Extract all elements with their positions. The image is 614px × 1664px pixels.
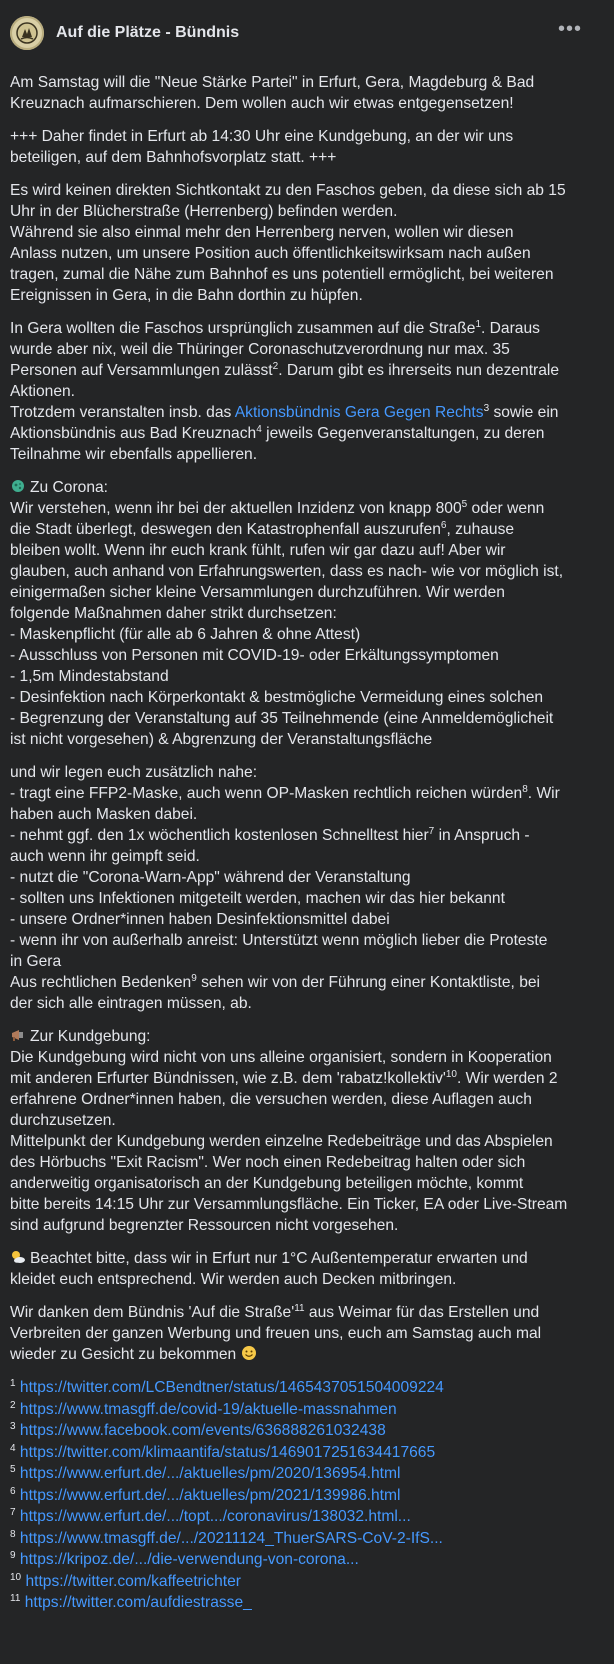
text-line: einigermaßen sicher kleine Versammlungen durchzuführen. Wir werden: [10, 584, 505, 601]
footnote-link[interactable]: https://twitter.com/kaffeetrichter: [25, 1572, 241, 1590]
megaphone-icon: [10, 1027, 26, 1043]
more-options-icon[interactable]: •••: [557, 18, 582, 40]
footnote-link[interactable]: https://www.erfurt.de/.../topt.../coronavirus/138032.html...: [19, 1508, 411, 1525]
list-item: $^3$ https://www.facebook.com/events/636888261032438: [10, 1420, 386, 1439]
footnote-marker: 4: [256, 423, 262, 435]
list-item: $^{11}$ https://twitter.com/aufdiestrasse_: [10, 1592, 252, 1611]
footnote-link[interactable]: https://twitter.com/klimaantifa/status/1469017251634417665: [19, 1443, 436, 1461]
text-line: In Gera wollten die Faschos ursprünglich zusammen auf die Straße$^1$. Daraus: [10, 318, 540, 337]
post-text: [10, 72, 604, 1614]
page-avatar[interactable]: [10, 16, 44, 50]
text-line: Aus rechtlichen Bedenken$^9$ sehen wir von der Führung einer Kontaktliste, bei: [10, 972, 541, 991]
list-item: $^6$ https://www.erfurt.de/.../aktuelles/pm/2021/139986.html: [10, 1485, 401, 1504]
footnote-link[interactable]: https://www.erfurt.de/.../aktuelles/pm/2020/136954.html: [19, 1465, 401, 1482]
footnote-marker: 1: [475, 318, 481, 330]
post-header: [10, 16, 604, 50]
list-item: - unsere Ordner*innen haben Desinfektionsmittel dabei: [10, 911, 390, 928]
footnote-link[interactable]: https://twitter.com/aufdiestrasse_: [24, 1594, 252, 1611]
text-line: Wir danken dem Bündnis 'Auf die $Straße'^{11}$ aus Weimar für das Erstellen und: [10, 1302, 540, 1321]
paragraph-gera: [10, 318, 604, 465]
text-line: Teilnahme wir ebenfalls appellieren.: [10, 446, 258, 463]
list-item: $^4$ https://twitter.com/klimaantifa/status/1469017251634417665: [10, 1442, 436, 1461]
text-line: Beachtet bitte, dass wir in Erfurt nur 1°C Außentemperatur erwarten und: [10, 1248, 604, 1269]
footnote-link[interactable]: https://www.erfurt.de/.../aktuelles/pm/2021/139986.html: [19, 1486, 401, 1504]
text-line: [10, 477, 604, 498]
paragraph-kundgebung: [10, 1026, 604, 1236]
smiley-icon: [241, 1345, 257, 1361]
footnote-link[interactable]: https://www.tmasgff.de/.../20211124_ThuerSARS-CoV-2-IfS...: [19, 1529, 443, 1547]
text-line: haben auch Masken dabei.: [10, 806, 198, 823]
text-line: Wir verstehen, wenn ihr bei der aktuellen Inzidenz von knapp $800^5$ oder wenn: [10, 498, 545, 517]
text-line: Die Kundgebung wird nicht von uns alleine organisiert, sondern in Kooperation: [10, 1049, 552, 1066]
kundgebung-heading: Zur Kundgebung:: [30, 1028, 151, 1045]
logo-icon: [15, 21, 39, 45]
footnote-link[interactable]: https://twitter.com/LCBendtner/status/1465437051504009224: [19, 1379, 444, 1396]
text-line: die Stadt überlegt, deswegen den Katastrophenfall auszurufen$^6$, zuhause: [10, 519, 515, 538]
text-line: bitte bereits 14:15 Uhr zur Versammlungsfläche. Ein Ticker, EA oder Live-Stream: [10, 1196, 568, 1213]
list-item: $^1$ https://twitter.com/LCBendtner/status/1465437051504009224: [10, 1377, 444, 1396]
aktionsbuendnis-link[interactable]: Aktionsbündnis Gera Gegen Rechts: [234, 404, 484, 421]
text-line: mit anderen Erfurter Bündnissen, wie z.B. dem '$rabatz!kollektiv'^{10}$. Wir werden 2: [10, 1068, 558, 1087]
list-item: $^9$ https://kripoz.de/.../die-verwendung-von-corona...: [10, 1549, 359, 1568]
text-line: bleiben wollt. Wenn ihr euch krank fühlt, rufen wir gar dazu auf! Aber wir: [10, 542, 506, 559]
text-line: Mittelpunkt der Kundgebung werden einzelne Redebeiträge und das Abspielen: [10, 1133, 553, 1150]
list-item: - 1,5m Mindestabstand: [10, 668, 169, 685]
footnote-marker: 3: [483, 402, 490, 414]
text-line: auch wenn ihr geimpft seid.: [10, 848, 200, 865]
text-line: beteiligen, auf dem Bahnhofsvorplatz statt. +++: [10, 149, 337, 166]
text-line: +++ Daher findet in Erfurt ab 14:30 Uhr eine Kundgebung, an der wir uns: [10, 128, 514, 145]
list-item: $^{10}$ https://twitter.com/kaffeetrichter: [10, 1571, 241, 1590]
sun-behind-cloud-icon: [10, 1249, 26, 1265]
text-line: erfahrene Ordner*innen haben, die versuchen werden, diese Auflagen auch: [10, 1091, 532, 1108]
list-item: - wenn ihr von außerhalb anreist: Unterstützt wenn möglich lieber die Proteste: [10, 932, 548, 949]
list-item: - nutzt die "Corona-Warn-App" während der Veranstaltung: [10, 869, 411, 886]
paragraph-location: [10, 180, 604, 306]
text-line: Personen auf Versammlungen zulässt$^2$. Darum gibt es ihrerseits nun dezentrale: [10, 360, 560, 379]
text-line: durchzusetzen.: [10, 1112, 116, 1129]
footnote-marker: 10: [445, 1068, 457, 1080]
footnote-marker: 9: [191, 972, 197, 984]
footnote-marker: 7: [428, 825, 435, 837]
list-item: - Desinfektion nach Körperkontakt & bestmögliche Vermeidung eines solchen: [10, 689, 544, 706]
text-line: Am Samstag will die "Neue Stärke Partei" in Erfurt, Gera, Magdeburg & Bad: [10, 74, 535, 91]
text-line: wurde aber nix, weil die Thüringer Coronaschutzverordnung nur max. 35: [10, 341, 510, 358]
list-item: $^5$ https://www.erfurt.de/.../aktuelles/pm/2020/136954.html: [10, 1463, 401, 1482]
list-item: - Ausschluss von Personen mit COVID-19- oder Erkältungssymptomen: [10, 647, 499, 664]
text-line: tragen, zumal die Nähe zum Bahnhof es uns potentiell ermöglicht, bei weiteren: [10, 266, 554, 283]
footnote-marker: 8: [522, 783, 528, 795]
footnote-link[interactable]: https://www.tmasgff.de/covid-19/aktuelle-massnahmen: [19, 1400, 397, 1418]
corona-heading: Zu Corona:: [30, 479, 109, 496]
text-line: kleidet euch entsprechend. Wir werden auch Decken mitbringen.: [10, 1271, 457, 1288]
text-line: Anlass nutzen, um unsere Position auch öffentlichkeitswirksam nach außen: [10, 245, 531, 262]
list-item: - Maskenpflicht (für alle ab 6 Jahren & ohne Attest): [10, 626, 361, 643]
text-line: Aktionen.: [10, 383, 76, 400]
footnote-link[interactable]: https://kripoz.de/.../die-verwendung-von-corona...: [19, 1551, 359, 1568]
text-line: sind aufgrund begrenzter Ressourcen nicht vorgesehen.: [10, 1217, 399, 1234]
list-item: $^8$ https://www.tmasgff.de/.../20211124_ThuerSARS-CoV-2-IfS...: [10, 1528, 443, 1547]
text-line: folgende Maßnahmen daher strikt durchsetzen:: [10, 605, 337, 622]
text-line: wieder zu Gesicht zu bekommen: [10, 1344, 604, 1365]
list-item: $^2$ https://www.tmasgff.de/covid-19/aktuelle-massnahmen: [10, 1399, 397, 1418]
footnote-marker: 11: [294, 1302, 305, 1314]
text-line: des Hörbuchs "Exit Racism". Wer noch einen Redebeitrag halten oder sich: [10, 1154, 526, 1171]
footnote-link[interactable]: https://www.facebook.com/events/636888261032438: [19, 1422, 386, 1439]
text-line: anderweitig organisatorisch an der Kundgebung beteiligen möchte, kommt: [10, 1175, 524, 1192]
list-item: - nehmt ggf. den 1x wöchentlich kostenlosen Schnelltest hier$^7$ in Anspruch -: [10, 825, 530, 844]
list-item: $^7$ https://www.erfurt.de/.../topt.../coronavirus/138032.html...: [10, 1506, 411, 1525]
text-line: Uhr in der Blücherstraße (Herrenberg) befinden werden.: [10, 203, 398, 220]
text-line: der sich alle eintragen müssen, ab.: [10, 995, 252, 1012]
paragraph-announcement: [10, 126, 604, 168]
footnote-marker: 6: [440, 519, 447, 531]
text-line: glauben, auch anhand von Erfahrungswerten, dass es nach- wie vor möglich ist,: [10, 563, 564, 580]
microbe-icon: [10, 478, 26, 494]
text-line: Trotzdem veranstalten insb. das Aktionsbündnis Gera Gegen Rechts$^3$ sowie ein: [10, 402, 559, 421]
footnote-marker: 5: [461, 498, 468, 510]
text-line: Verbreiten der ganzen Werbung und freuen uns, euch am Samstag auch mal: [10, 1325, 542, 1342]
text-line: Aktionsbündnis aus Bad Kreuznach$^4$ jeweils Gegenveranstaltungen, zu deren: [10, 423, 545, 442]
footnote-marker: 2: [272, 360, 279, 372]
paragraph-weather: [10, 1248, 604, 1290]
text-line: in Gera: [10, 953, 62, 970]
text-line: Während sie also einmal mehr den Herrenberg nerven, wollen wir diesen: [10, 224, 514, 241]
text-line: Ereignissen in Gera, in die Bahn dorthin zu hüpfen.: [10, 287, 363, 304]
text-line: Es wird keinen direkten Sichtkontakt zu den Faschos geben, da diese sich ab 15: [10, 182, 566, 199]
paragraph-advice: [10, 762, 604, 1014]
text-line: und wir legen euch zusätzlich nahe:: [10, 764, 258, 781]
paragraph-intro: [10, 72, 604, 114]
text-line: Kreuznach aufmarschieren. Dem wollen auch wir etwas entgegensetzen!: [10, 95, 514, 112]
list-item: - sollten uns Infektionen mitgeteilt werden, machen wir das hier bekannt: [10, 890, 505, 907]
page-name[interactable]: Auf die Plätze - Bündnis: [56, 24, 240, 41]
list-item: - Begrenzung der Veranstaltung auf 35 Teilnehmende (eine Anmeldemöglicheit: [10, 710, 554, 727]
paragraph-thanks: [10, 1302, 604, 1365]
paragraph-corona: [10, 477, 604, 750]
list-item: - tragt eine FFP2-Maske, auch wenn OP-Masken rechtlich reichen würden$^8$. Wir: [10, 783, 560, 802]
text-line: [10, 1026, 604, 1047]
list-item: ist nicht vorgesehen) & Abgrenzung der Veranstaltungsfläche: [10, 731, 433, 748]
footnote-links: [10, 1377, 604, 1614]
